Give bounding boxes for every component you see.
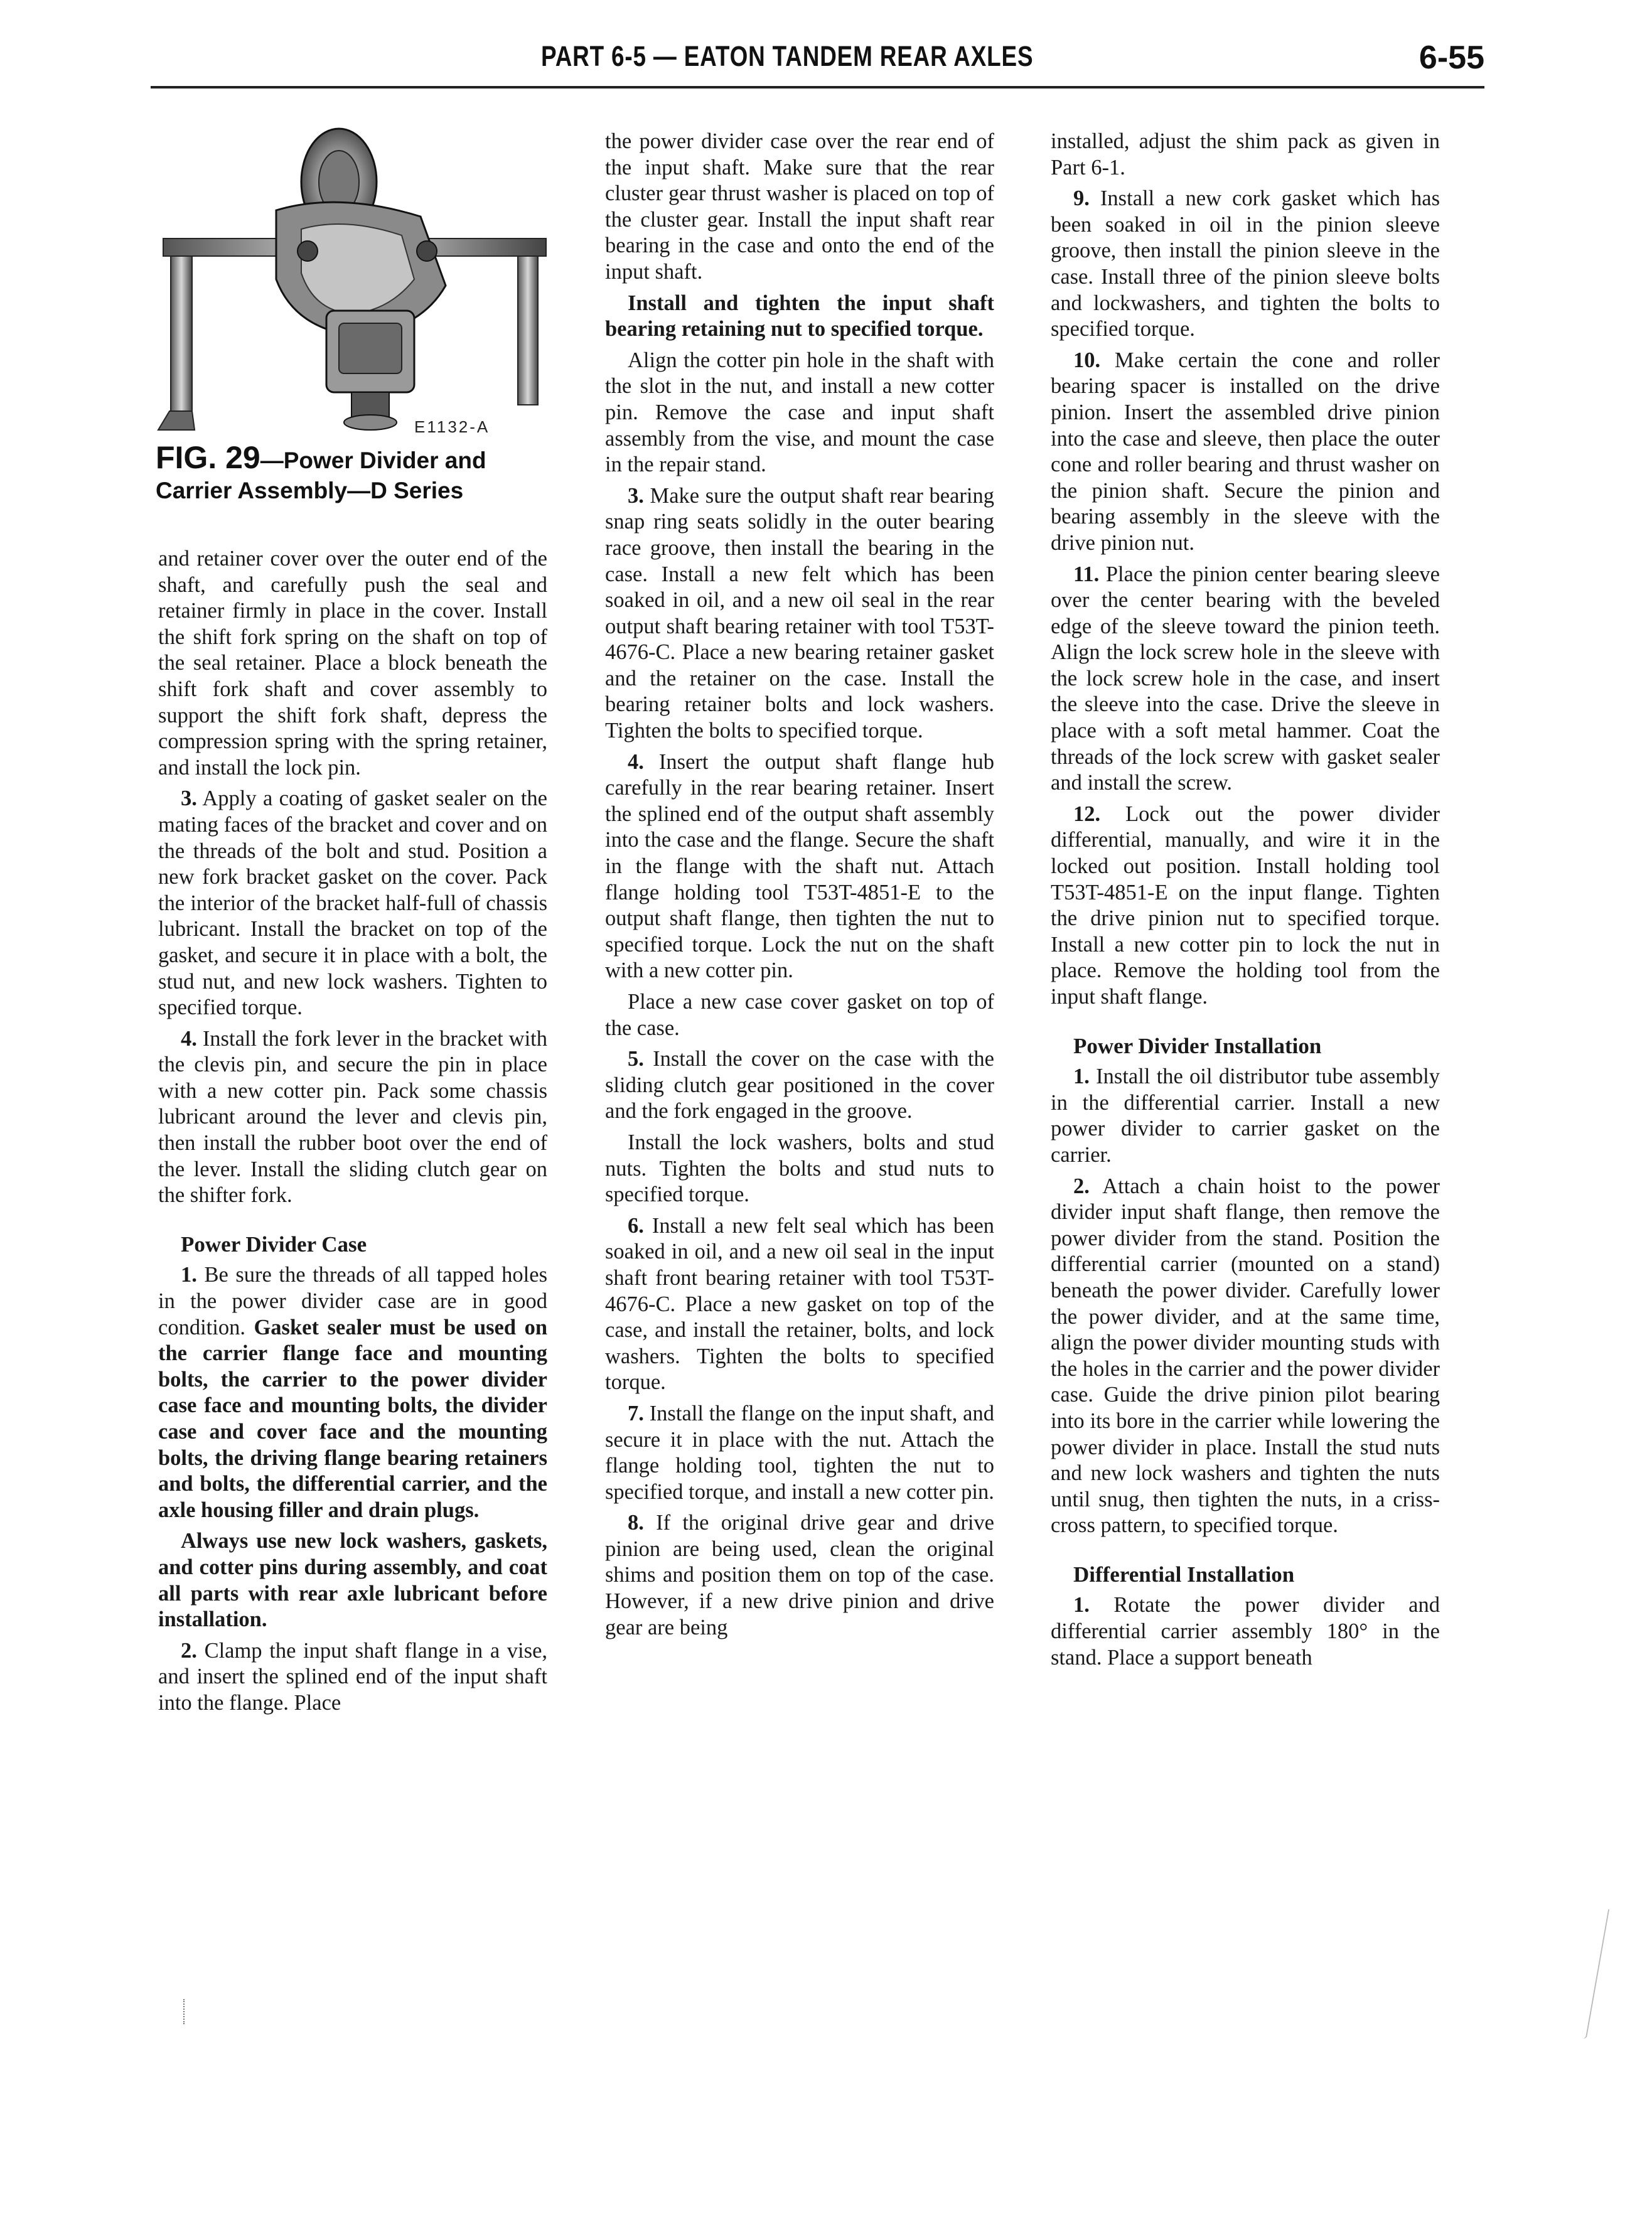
- header-rule: [151, 86, 1484, 88]
- step-text: Insert the output shaft flange hub carefully in the rear bearing retainer. Insert the splined end of the output shaft assembly into the case and the flange. Secure the shaft in the flange with the shaft nut. Attach flange holding tool T53T-4851-E to the output shaft flange, then tighten the nut to specified torque. Lock the nut on the shaft with a new cotter pin.: [605, 749, 994, 983]
- step-number: 11.: [1073, 562, 1100, 586]
- step-number: 5.: [628, 1047, 644, 1071]
- paragraph: the power divider case over the rear end of the input shaft. Make sure that the rear cluster gear thrust washer is placed on top of the cluster gear. Install the input shaft rear bearing in the case and onto the end of the input shaft.: [605, 129, 994, 284]
- step-text: Install a new cork gasket which has been soaked in oil in the pinion sleeve groove, then install the pinion sleeve in the case. Install three of the pinion sleeve bolts and lockwashers, and tighten the bolts to specified torque.: [1051, 186, 1440, 341]
- step-text: Install the oil distributor tube assembly in the differential carrier. Install a new power divider to carrier gasket on the carrier.: [1051, 1065, 1440, 1167]
- paragraph: installed, adjust the shim pack as given in Part 6-1.: [1051, 129, 1440, 180]
- paragraph: [1051, 1064, 1440, 1168]
- step-text: Apply a coating of gasket sealer on the mating faces of the bracket and cover and on the threads of the bolt and stud. Position a new fork bracket gasket on the cover. Pack the interior of the bracket half-full of chassis lubricant. Install the bracket on top of the gasket, and secure it in place with a bolt, the stud nut, and new lock washers. Tighten to specified torque.: [158, 786, 547, 1020]
- paragraph: [1051, 1174, 1440, 1539]
- paragraph: [1051, 186, 1440, 343]
- step-text: Attach a chain hoist to the power divider input shaft flange, then remove the power divider from the stand. Position the differential carrier (mounted on a stand) beneath the power divider. Carefully lower the power divider, and at the same time, align the power divider mounting studs with the holes in the carrier and the power divider case. Guide the drive pinion pilot bearing into its bore in the carrier while lowering the power divider in place. Install the stud nuts and new lock washers and tighten the nuts until snug, then tighten the nuts, in a criss-cross pattern, to specified torque.: [1051, 1174, 1440, 1538]
- paragraph: [1051, 802, 1440, 1011]
- step-number: 7.: [628, 1401, 644, 1425]
- running-title: PART 6-5 — EATON TANDEM REAR AXLES: [541, 40, 1034, 72]
- paragraph: [605, 483, 994, 744]
- step-text: Clamp the input shaft flange in a vise, and insert the splined end of the input shaft into the flange. Place: [158, 1638, 548, 1715]
- paragraph: Align the cotter pin hole in the shaft with the slot in the nut, and install a new cotter pin. Remove the case and input shaft assembly from the vise, and mount the case in the repair stand.: [605, 348, 994, 477]
- step-number: 6.: [628, 1213, 644, 1238]
- paragraph: [605, 1510, 994, 1641]
- step-number: 9.: [1073, 186, 1090, 211]
- step-number: 1.: [1073, 1593, 1090, 1617]
- power-divider-carrier-figure: [151, 122, 552, 436]
- paragraph: [158, 1262, 547, 1523]
- page-header: [151, 35, 1484, 85]
- step-text: Be sure the threads of all tapped holes in the power divider case are in good condition.: [158, 1263, 547, 1339]
- step-text: Make sure the output shaft rear bearing snap ring seats solidly in the outer bearing race groove, then install the bearing in the case. Install a new felt which has been soaked in oil, and a new oil seal in the rear output shaft bearing retainer with tool T53T-4676-C. Place a new bearing retainer gasket and the retainer on the case. Install the bearing retainer bolts and lock washers. Tighten the bolts to specified torque.: [605, 483, 995, 743]
- step-text: Lock out the power divider differential, manually, and wire it in the locked out position. Install holding tool T53T-4851-E on the input flange. Tighten the drive pinion nut to specified torque. Install a new cotter pin to lock the nut in place. Remove the holding tool from the input shaft flange.: [1051, 802, 1440, 1009]
- figure-code: E1132-A: [414, 417, 490, 436]
- step-text: Install the cover on the case with the sliding clutch gear positioned in the cover and the fork engaged in the groove.: [605, 1047, 994, 1124]
- margin-mark: [183, 1999, 188, 2024]
- step-text: Make certain the cone and roller bearing spacer is installed on the drive pinion. Insert the assembled drive pinion into the case and sleeve, then place the outer cone and roller bearing and thrust washer on the pinion shaft. Secure the pinion and bearing assembly in the sleeve with the drive pinion nut.: [1051, 348, 1440, 555]
- bold-note: Gasket sealer must be used on the carrier flange face and mounting bolts, the carrier to the power divider case face and mounting bolts, the divider case and cover face and the mounting bolts, the driving flange bearing retainers and bolts, the differential carrier, and the axle housing filler and drain plugs.: [158, 1315, 548, 1522]
- paragraph: [158, 786, 547, 1021]
- step-number: 4.: [628, 749, 644, 774]
- section-heading: Power Divider Installation: [1073, 1033, 1322, 1058]
- figure-caption: [156, 442, 557, 506]
- paragraph: [1051, 1592, 1440, 1671]
- column-3: [1051, 129, 1440, 1676]
- step-number: 1.: [181, 1263, 197, 1287]
- step-number: 2.: [181, 1638, 197, 1663]
- paragraph: [158, 1638, 547, 1717]
- step-text: If the original drive gear and drive pinion are being used, clean the original shims and position them on top of the case. However, if a new drive pinion and drive gear are being: [605, 1511, 994, 1639]
- step-number: 12.: [1073, 802, 1101, 826]
- paragraph: [605, 1213, 994, 1396]
- step-number: 8.: [628, 1511, 644, 1535]
- section-heading: Differential Installation: [1073, 1562, 1295, 1587]
- step-number: 2.: [1073, 1174, 1090, 1198]
- paragraph: [605, 1046, 994, 1125]
- paragraph: and retainer cover over the outer end of the shaft, and carefully push the seal and retainer firmly in place in the cover. Install the shift fork spring on the shaft on top of the seal retainer. Place a block beneath the shift fork shaft and cover assembly to support the shift fork shaft, depress the compression spring with the spring retainer, and install the lock pin.: [158, 547, 547, 780]
- paragraph: [158, 1026, 547, 1209]
- page-edge-mark: [1583, 1909, 1609, 2039]
- figure-caption-text: —Power Divider and Carrier Assembly—D Series: [156, 448, 486, 503]
- step-number: 10.: [1073, 348, 1101, 372]
- step-text: Rotate the power divider and differential carrier assembly 180° in the stand. Place a support beneath: [1051, 1593, 1440, 1670]
- step-number: 3.: [628, 483, 644, 508]
- bold-paragraph: Install and tighten the input shaft bearing retaining nut to specified torque.: [605, 291, 994, 341]
- paragraph: Install the lock washers, bolts and stud nuts. Tighten the bolts and stud nuts to specified torque.: [605, 1130, 994, 1207]
- step-text: Install the fork lever in the bracket with the clevis pin, and secure the pin in place with a new cotter pin. Pack some chassis lubricant around the lever and clevis pin, then install the rubber boot over the end of the lever. Install the sliding clutch gear on the shifter fork.: [158, 1026, 547, 1208]
- bold-paragraph: Always use new lock washers, gaskets, and cotter pins during assembly, and coat all parts with rear axle lubricant before installation.: [158, 1529, 547, 1632]
- step-text: Place the pinion center bearing sleeve over the center bearing with the beveled edge of the sleeve toward the pinion teeth. Align the lock screw hole in the sleeve with the lock screw hole in the case, and insert the sleeve into the case. Drive the sleeve in place with a soft metal hammer. Coat the threads of the lock screw with gasket sealer and install the screw.: [1051, 562, 1440, 795]
- column-2: [605, 129, 994, 1646]
- step-text: Install a new felt seal which has been soaked in oil, and a new oil seal in the input shaft front bearing retainer with tool T53T-4676-C. Place a new gasket on top of the case, and install the retainer, bolts, and lock washers. Tighten the bolts to specified torque.: [605, 1213, 995, 1395]
- column-1: [158, 546, 547, 1722]
- paragraph: [605, 1401, 994, 1505]
- paragraph: Place a new case cover gasket on top of the case.: [605, 990, 994, 1040]
- figure-label: FIG. 29: [156, 440, 260, 475]
- paragraph: [605, 749, 994, 984]
- section-heading: Power Divider Case: [181, 1231, 367, 1257]
- step-text: Install the flange on the input shaft, and secure it in place with the nut. Attach the flange holding tool, tighten the nut to specified torque, and install a new cotter pin.: [605, 1401, 994, 1504]
- paragraph: [1051, 348, 1440, 557]
- page-number: 6-55: [1419, 40, 1484, 76]
- step-number: 3.: [181, 786, 197, 811]
- step-number: 4.: [181, 1026, 197, 1051]
- step-number: 1.: [1073, 1065, 1090, 1089]
- paragraph: [1051, 562, 1440, 796]
